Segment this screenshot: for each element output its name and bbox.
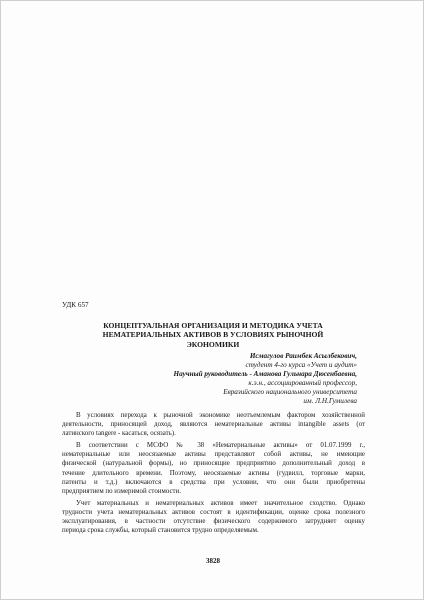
text-line: трудности учета нематериальных активов состоят в идентификации, оценке срока полезного — [62, 508, 365, 516]
title-line: НЕМАТЕРИАЛЬНЫХ АКТИВОВ В УСЛОВИЯХ РЫНОЧНОЙ — [102, 330, 324, 340]
paragraph — [62, 499, 365, 535]
text-line: периода срока службы, который становится трудно определяемым. — [62, 527, 259, 535]
article-body — [62, 411, 365, 538]
page-number: 3828 — [206, 557, 220, 565]
author-name: Исмагулов Раимбек Асылбекович, — [249, 352, 357, 360]
author-role: студент 4-го курса «Учет и аудит» — [245, 361, 357, 370]
udk-code: УДК 657 — [62, 301, 89, 309]
paragraph — [62, 411, 365, 438]
text-line: течение длительного времени. Поэтому, неосязаемые активы (гудвилл, торговые марки, — [62, 469, 365, 477]
author-block — [57, 352, 357, 407]
text-line: нематериальные или неосязаемые активы представляют собой активы, не имеющие — [62, 451, 365, 459]
title-line: ЭКОНОМИКИ — [186, 339, 240, 349]
title-line: КОНЦЕПТУАЛЬНАЯ ОРГАНИЗАЦИЯ И МЕТОДИКА УЧЕТА — [103, 321, 323, 330]
text-line: патенты и т.д.) включаются в средства при условии, что они были приобретены — [62, 478, 365, 486]
supervisor-degree: к.э.н., ассоциированный профессор, — [248, 379, 357, 388]
supervisor-name: Научный руководитель - Аманова Гульнара Дюсенбаевна, — [173, 370, 357, 379]
text-line: деятельности, приносящей доход, являются нематериальные активы intangible assets (от — [62, 421, 365, 429]
text-line: предприятием по измеримой стоимости. — [62, 487, 181, 495]
text-line: эксплуатирования, в частности отсутствие физического содержимого затрудняет оценку — [62, 518, 365, 526]
text-line: В соответствии с МСФО № 38 «Нематериальные активы» от 01.07.1999 г., — [76, 442, 365, 450]
supervisor-university-name: им. Л.Н.Гумилева — [303, 397, 357, 406]
paragraph — [62, 441, 365, 496]
text-line: В условиях перехода к рыночной экономике неотъемлемым фактором хозяйственной — [76, 412, 365, 419]
text-line: Учет материальных и нематериальных активов имеет значительное сходство. Однако — [76, 499, 365, 507]
supervisor-university: Евразийского национального университета — [223, 388, 357, 397]
text-line: латинского tangere - касаться, осязать). — [62, 430, 176, 438]
text-line: физической (натуральной формы), но приносящие предприятию дополнительный доход в — [62, 460, 365, 468]
article-title — [41, 321, 385, 349]
